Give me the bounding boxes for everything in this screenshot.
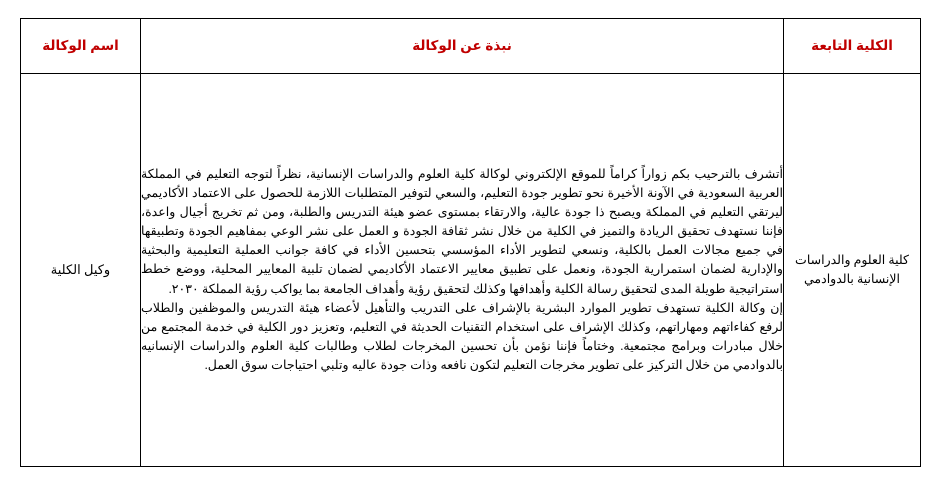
cell-faculty-name <box>784 74 921 467</box>
agency-description-body <box>141 165 783 376</box>
column-header-about: نبذة عن الوكالة <box>141 19 784 74</box>
table-row <box>21 74 921 467</box>
table-header-row <box>21 19 921 74</box>
faculty-name-text: كلية العلوم والدراسات الإنسانية بالدوادمي <box>795 252 909 286</box>
table-body <box>21 74 921 467</box>
description-paragraph-2: إن وكالة الكلية تستهدف تطوير الموارد البشرية بالإشراف على التدريب والتأهيل لأعضاء هيئة التدريس والموظفين والطلاب لرفع كفاءاتهم ومهاراتهم، وكذلك الإشراف على استخدام التقنيات الحديثة في التعليم، وتعزيز دور الكلية في خدمة المجتمع من خلال مبادرات وبرامج مجتمعية. وختاماً فإننا نؤمن بأن تحسين المخرجات لطلاب وطالبات كلية العلوم والدراسات الإنسانيه بالدوادمي من خلال التركيز على تطوير مخرجات التعليم لتكون نافعه وذات جودة عاليه وتلبي احتياجات سوق العمل. <box>141 300 783 373</box>
table-header <box>21 19 921 74</box>
cell-agency-description <box>141 74 784 467</box>
column-header-faculty: الكلية التابعة <box>784 19 921 74</box>
agency-info-table <box>20 18 921 467</box>
cell-agency-name <box>21 74 141 467</box>
agency-name-text: وكيل الكلية <box>50 262 111 278</box>
column-header-name: اسم الوكالة <box>21 19 141 74</box>
description-paragraph-1: أتشرف بالترحيب بكم زواراً كراماً للموقع الإلكتروني لوكالة كلية العلوم والدراسات الإنسانية، نظراً لتوجه التعليم في المملكة العربية السعودية في الآونة الأخيرة نحو تطوير جودة التعليم، والسعي لتوفير المتطلبات اللازمة للحصول على الاعتماد الأكاديمي ليرتقي التعليم في المملكة ويصبح ذا جودة عالية، والارتقاء بمستوى عضو هيئة التدريس والطلبة، ومن ثم تخريج أجيال واعدة، فإننا نستهدف تحقيق الريادة والتميز في الكلية من خلال نشر ثقافة الجودة و العمل على نشر الوعي بمفاهيم الجودة وتطبيقها في جميع مجالات العمل بالكلية، ونسعي لتطوير الأداء المؤسسي بتحسين الأداء في كافة جوانب العملية التعليمية والبحثية والإدارية لضمان استمرارية الجودة، ونعمل على تطبيق معايير الاعتماد الأكاديمي لضمان تلبية المعايير المحلية، ووضع خطط استراتيجية طويلة المدى لتحقيق رسالة الكلية وأهدافها وكذلك لتحقيق رؤية وأهداف الجامعة بما يواكب رؤية المملكة ٢٠٣٠. <box>141 166 783 296</box>
